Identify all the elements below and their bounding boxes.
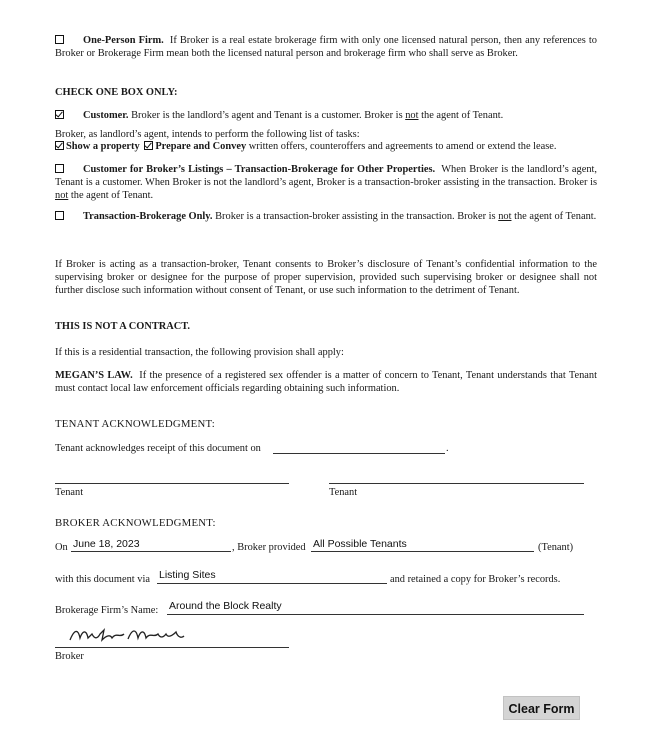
customer-text-after: the agent of Tenant.	[421, 110, 504, 121]
firm-name-label: Brokerage Firm’s Name:	[55, 605, 159, 616]
tenant-receipt-label: Tenant acknowledges receipt of this document on	[55, 443, 261, 454]
date-field[interactable]: June 18, 2023	[73, 538, 140, 550]
via-label: with this document via	[55, 574, 150, 585]
one-person-firm-text: If Broker is a real estate brokerage firm with only one licensed natural person, then any references to Broker or Brokerage Firm mean both the licensed natural person and brokerage firm who shall serve as Broker.	[55, 35, 598, 60]
customer-listings-text-after: the agent of Tenant.	[70, 190, 154, 202]
tenant-label-1: Tenant	[55, 487, 84, 498]
receipt-date-field[interactable]	[273, 453, 445, 454]
receipt-period: .	[446, 443, 449, 454]
tenant-label-2: Tenant	[329, 487, 358, 498]
customer-paragraph	[55, 109, 597, 122]
retained-text: and retained a copy for Broker’s records.	[390, 574, 561, 585]
via-line	[157, 583, 387, 584]
not-contract-heading: THIS IS NOT A CONTRACT.	[55, 321, 191, 332]
tasks-list	[55, 140, 597, 153]
customer-checkbox[interactable]	[55, 110, 64, 119]
tenant-signature-line-1[interactable]	[55, 483, 289, 484]
broker-signature-line[interactable]	[55, 647, 289, 648]
customer-listings-text: When Broker is the landlord’s agent, Tenant is a customer. When Broker is not the landlord’s agent, Broker is a transaction-broker assisting in the transaction. Broker is	[55, 164, 597, 189]
tenant-name-field[interactable]: All Possible Tenants	[313, 538, 407, 550]
broker-ack-heading: BROKER ACKNOWLEDGMENT:	[55, 517, 216, 529]
one-person-firm-title: One-Person Firm.	[83, 35, 164, 46]
on-label: On	[55, 542, 68, 553]
show-property-label: Show a property	[66, 141, 140, 152]
megans-law-text: If the presence of a registered sex offender is a matter of concern to Tenant, Tenant understands that Tenant must contact local law enforcement officials regarding obtaining such information.	[55, 370, 598, 395]
prepare-convey-title: Prepare and Convey	[155, 141, 247, 152]
residential-note: If this is a residential transaction, the following provision shall apply:	[55, 347, 344, 358]
firm-name-field[interactable]: Around the Block Realty	[169, 600, 282, 612]
transaction-only-text-after: the agent of Tenant.	[514, 211, 597, 222]
transaction-only-paragraph	[55, 210, 597, 223]
megans-law-paragraph	[55, 369, 597, 395]
customer-title: Customer.	[83, 110, 129, 121]
clear-form-button[interactable]: Clear Form	[503, 696, 580, 720]
broker-label: Broker	[55, 651, 84, 662]
disclosure-paragraph: If Broker is acting as a transaction-broker, Tenant consents to Broker’s disclosure of Tenant’s confidential information to the supervising broker or designee for the purpose of proper supervision, provided such supervising broker or designee shall not further disclose such information without consent of Tenant, or use such information to the detriment of Tenant.	[55, 259, 597, 297]
show-property-checkbox[interactable]	[55, 141, 64, 150]
one-person-firm-checkbox[interactable]	[55, 35, 64, 44]
one-person-firm-paragraph	[55, 34, 597, 60]
customer-text: Broker is the landlord’s agent and Tenant is a customer. Broker is	[131, 110, 403, 121]
transaction-only-checkbox[interactable]	[55, 211, 64, 220]
broker-signature-image	[60, 624, 190, 648]
broker-provided-label: , Broker provided	[232, 542, 306, 553]
firm-name-line	[167, 614, 584, 615]
megans-law-title: MEGAN’S LAW.	[55, 370, 133, 381]
customer-listings-title: Customer for Broker’s Listings – Transaction-Brokerage for Other Properties.	[83, 164, 436, 175]
customer-listings-checkbox[interactable]	[55, 164, 64, 173]
tenant-signature-line-2[interactable]	[329, 483, 584, 484]
via-field[interactable]: Listing Sites	[159, 569, 216, 581]
prepare-convey-text: written offers, counteroffers and agreements to amend or extend the lease.	[248, 141, 557, 152]
transaction-only-not-text: not	[498, 211, 512, 222]
tasks-intro: Broker, as landlord’s agent, intends to perform the following list of tasks:	[55, 129, 360, 140]
customer-listings-paragraph	[55, 163, 597, 203]
customer-listings-not-text: not	[55, 190, 69, 202]
customer-not-text: not	[405, 110, 419, 121]
tenant-suffix: (Tenant)	[538, 542, 574, 553]
tenant-ack-heading: TENANT ACKNOWLEDGMENT:	[55, 418, 215, 430]
check-one-heading: CHECK ONE BOX ONLY:	[55, 87, 178, 98]
transaction-only-title: Transaction-Brokerage Only.	[83, 211, 213, 222]
prepare-convey-checkbox[interactable]	[144, 141, 153, 150]
transaction-only-text: Broker is a transaction-broker assisting in the transaction. Broker is	[215, 211, 496, 222]
